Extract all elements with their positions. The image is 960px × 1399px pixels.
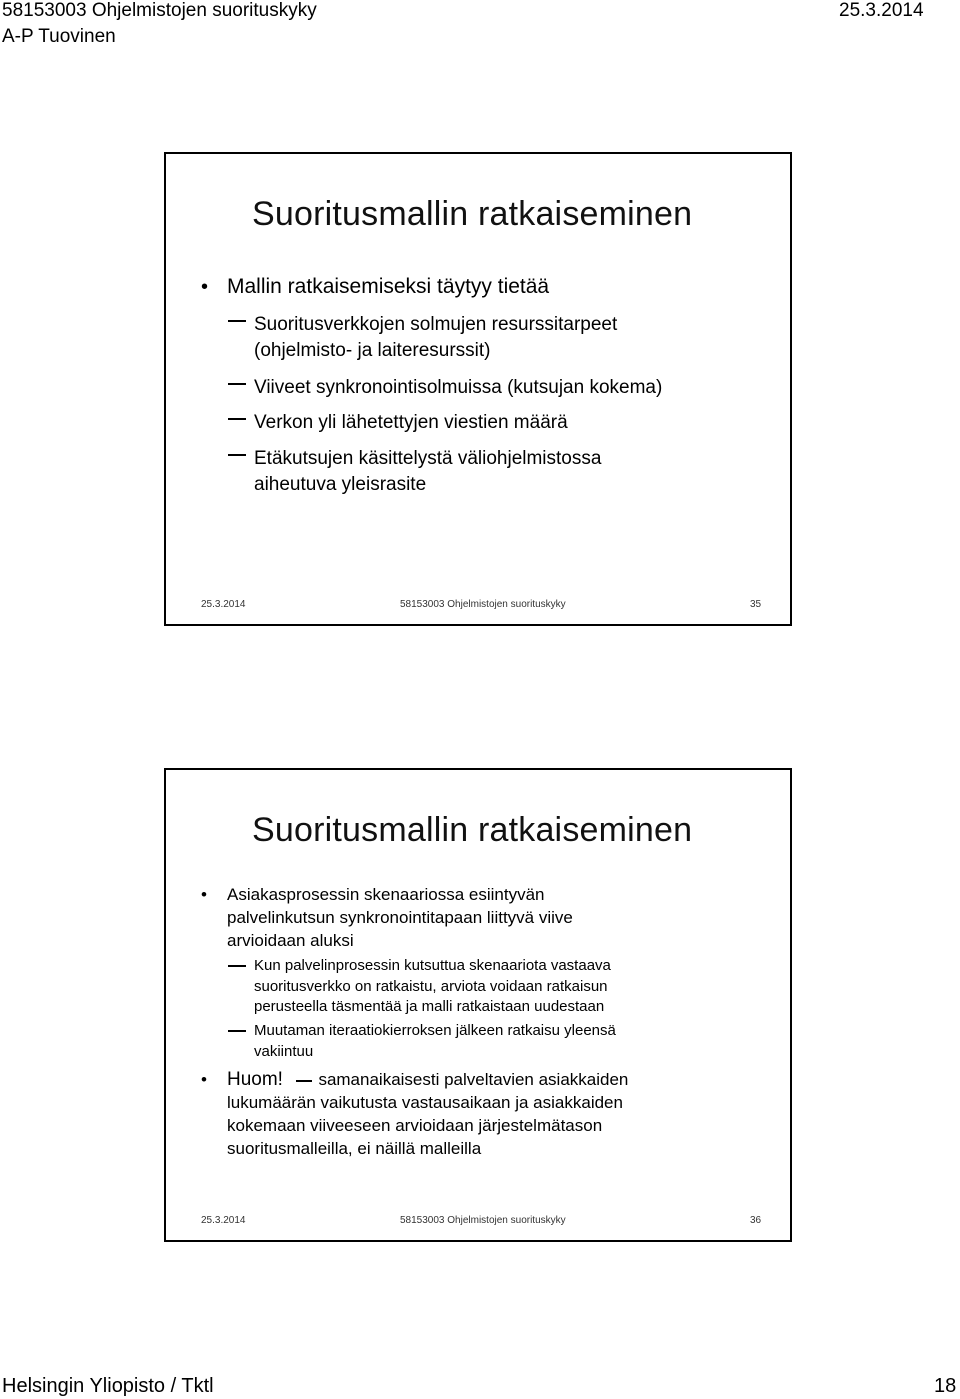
footer-institution: Helsingin Yliopisto / Tktl — [2, 1375, 214, 1397]
slide-footer-course: 58153003 Ohjelmistojen suorituskyky — [400, 1215, 566, 1226]
bullet-dot-icon: • — [201, 885, 207, 904]
dash-icon — [228, 383, 246, 385]
dash-icon — [228, 1030, 246, 1032]
bullet-item: • Huom! samanaikaisesti palveltavien asiakkaiden lukumäärän vaikutusta vastausaikaan ja asiakkaiden kokemaan viiveeseen arvioidaan järjestelmätason suoritusmalleilla, ei näillä malleilla — [201, 1069, 629, 1158]
dash-icon — [228, 418, 246, 420]
dash-icon — [296, 1080, 312, 1082]
slide-36 — [164, 768, 792, 1242]
slide-number: 35 — [750, 599, 762, 610]
sub-bullet-item: Kun palvelinprosessin kutsuttua skenaariota vastaava suoritusverkko on ratkaistu, arviota voidaan ratkaisun perusteella täsmentää ja malli ratkaistaan uudestaan — [254, 956, 611, 1018]
sub-bullet-item: Viiveet synkronointisolmuissa (kutsujan kokema) — [254, 375, 662, 401]
sub-bullet-item: Verkon yli lähetettyjen viestien määrä — [254, 410, 568, 436]
bullet-item: • Mallin ratkaisemiseksi täytyy tietää — [201, 275, 550, 298]
dash-icon — [228, 965, 246, 967]
dash-icon — [228, 320, 246, 322]
slide-footer-course: 58153003 Ohjelmistojen suorituskyky — [400, 599, 566, 610]
dash-icon — [228, 454, 246, 456]
page-number: 18 — [934, 1375, 957, 1397]
slide-title: Suoritusmallin ratkaiseminen — [252, 811, 693, 849]
sub-bullet-item: Suoritusverkkojen solmujen resurssitarpeet (ohjelmisto- ja laiteresurssit) — [254, 312, 617, 364]
note-lead: Huom! — [227, 1069, 283, 1090]
header-author: A-P Tuovinen — [2, 26, 116, 47]
bullet-item: • Asiakasprosessin skenaariossa esiintyvän palvelinkutsun synkronointitapaan liittyvä viive arvioidaan aluksi — [201, 885, 573, 950]
header-course: 58153003 Ohjelmistojen suorituskyky — [2, 0, 317, 21]
slide-35 — [164, 152, 792, 626]
bullet-dot-icon: • — [201, 1070, 207, 1089]
slide-footer-date: 25.3.2014 — [201, 1215, 246, 1226]
header-date: 25.3.2014 — [839, 0, 924, 21]
slide-footer-date: 25.3.2014 — [201, 599, 246, 610]
bullet-dot-icon: • — [201, 276, 209, 298]
sub-bullet-item: Muutaman iteraatiokierroksen jälkeen ratkaisu yleensä vakiintuu — [254, 1021, 616, 1062]
sub-bullet-item: Etäkutsujen käsittelystä väliohjelmistossa aiheutuva yleisrasite — [254, 446, 601, 498]
slide-title: Suoritusmallin ratkaiseminen — [252, 195, 693, 233]
slide-number: 36 — [750, 1215, 762, 1226]
